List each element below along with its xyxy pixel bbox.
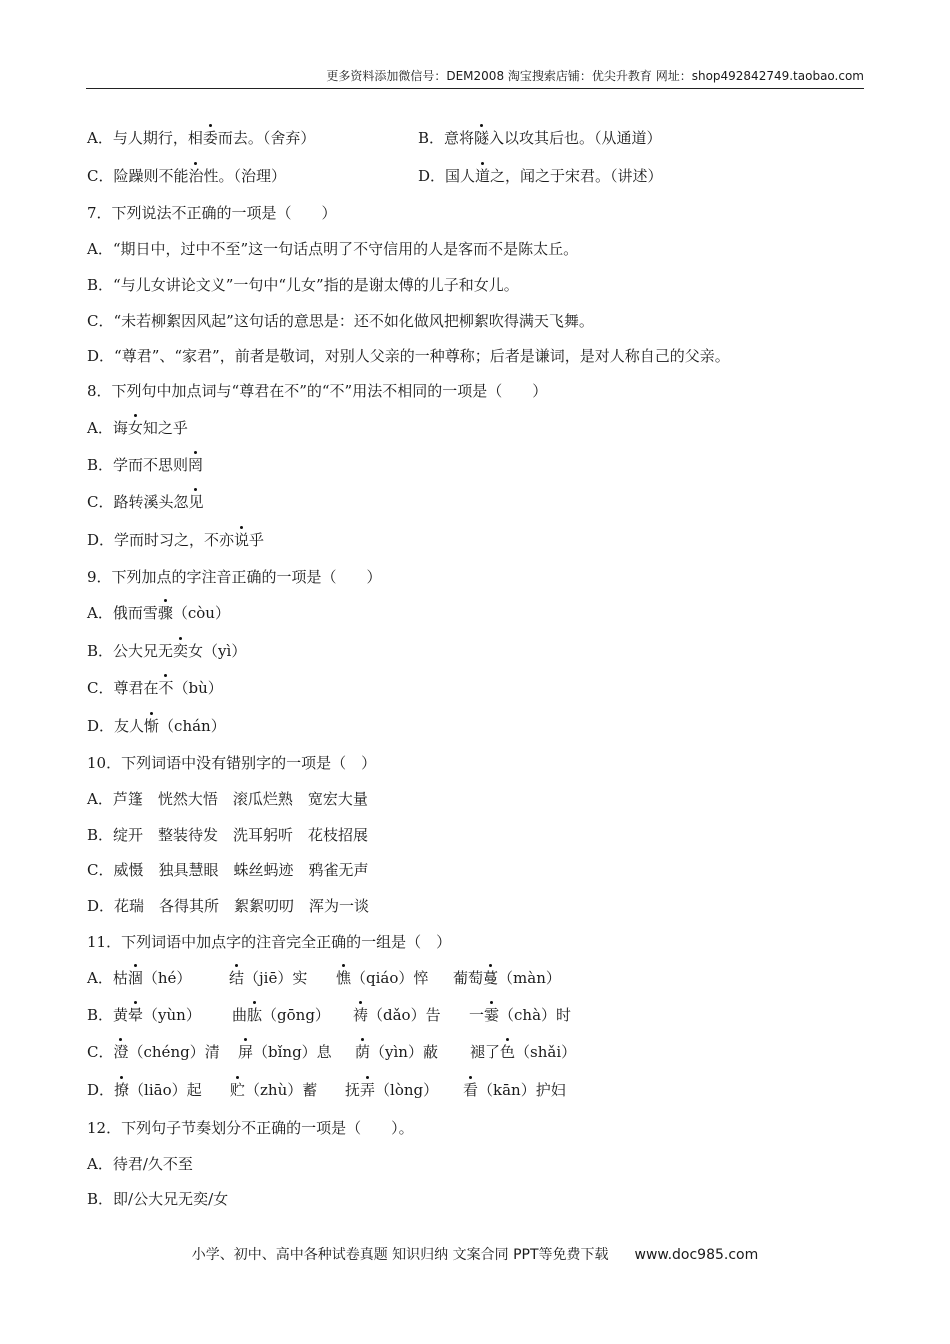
q11-d-item: 看（kān）护妇 (463, 1081, 566, 1099)
q10-option-a: A．芦篷 恍然大悟 滚瓜烂熟 宽宏大量 (87, 790, 368, 808)
footer-left: 小学、初中、高中各种试卷真题 知识归纳 文案合同 PPT等免费下载 (191, 1247, 609, 1263)
q9-option-b: B．公大兄无奕女（yì） (87, 642, 247, 660)
dotted-char: 霎 (484, 1006, 500, 1024)
q11-a-item: 结（jiē）实 (229, 969, 308, 987)
footer-url: www.doc985.com (634, 1247, 759, 1263)
dotted-char: 治 (188, 167, 204, 185)
q11-c-item: C．澄（chéng）清 (87, 1043, 220, 1061)
q8-option-d: D．学而时习之，不亦说乎 (87, 531, 265, 549)
q7-option-b: B．“与儿女讲论文义”一句中“儿女”指的是谢太傅的儿子和女儿。 (87, 276, 519, 294)
q12-stem: 12．下列句子节奏划分不正确的一项是（ ）。 (87, 1119, 414, 1137)
dotted-char: 荫 (355, 1043, 371, 1061)
q9-option-d: D．友人惭（chán） (87, 717, 226, 735)
dotted-char: 弄 (360, 1081, 376, 1099)
q8-option-a: A．诲女知之乎 (87, 419, 188, 437)
q7-option-c: C．“未若柳絮因风起”这句话的意思是：还不如化做风把柳絮吹得满天飞舞。 (87, 312, 594, 330)
q9-option-c: C．尊君在不（bù） (87, 679, 223, 697)
dotted-char: 涸 (127, 969, 143, 987)
dotted-char: 隧 (474, 129, 490, 147)
q11-a-item: 葡萄蔓（màn） (453, 969, 561, 987)
q11-c-item: 荫（yìn）蔽 (355, 1043, 438, 1061)
dotted-char: 女 (127, 419, 143, 437)
page-header (86, 66, 864, 89)
dotted-char: 奕 (173, 642, 189, 660)
dotted-char: 道 (475, 167, 491, 185)
q11-a-item: A．枯涸（hé） (87, 969, 192, 987)
q11-b-item: 曲肱（gōng） (232, 1006, 330, 1024)
q10-option-b: B．绽开 整装待发 洗耳躬听 花枝招展 (87, 826, 369, 844)
q6-option-c: C．险躁则不能治性。（治理） (87, 167, 287, 185)
q8-option-b: B．学而不思则罔 (87, 456, 204, 474)
dotted-char: 色 (500, 1043, 516, 1061)
page-footer (86, 1244, 864, 1264)
q11-b-item: 祷（dǎo）告 (353, 1006, 441, 1024)
q9-stem: 9．下列加点的字注音正确的一项是（ ） (87, 568, 382, 586)
q11-b-item: 一霎（chà）时 (469, 1006, 572, 1024)
q10-option-d: D．花瑞 各得其所 絮絮叨叨 浑为一谈 (87, 897, 370, 915)
dotted-char: 结 (229, 969, 245, 987)
dotted-char: 不 (158, 679, 174, 697)
dotted-char: 委 (202, 129, 218, 147)
q11-a-item: 憔（qiáo）悴 (336, 969, 429, 987)
q9-option-a: A．俄而雪骤（còu） (87, 604, 230, 622)
q11-d-item: 贮（zhù）蓄 (230, 1081, 318, 1099)
q11-b-item: B．黄晕（yùn） (87, 1006, 201, 1024)
q11-c-item: 褪了色（shǎi） (470, 1043, 577, 1061)
dotted-char: 晕 (128, 1006, 144, 1024)
q11-d-item: 抚弄（lòng） (345, 1081, 439, 1099)
dotted-char: 罔 (188, 456, 204, 474)
header-text: 更多资料添加微信号：DEM2008 淘宝搜索店铺：优尖升教育 网址：shop492842749.taobao.com (326, 69, 864, 83)
dotted-char: 惭 (144, 717, 160, 735)
dotted-char: 屏 (238, 1043, 254, 1061)
q7-option-a: A．“期日中，过中不至”这一句话点明了不守信用的人是客而不是陈太丘。 (87, 240, 579, 258)
q6-option-b: B．意将隧入以攻其后也。（从通道） (418, 129, 662, 147)
dotted-char: 骤 (157, 604, 173, 622)
q7-stem: 7．下列说法不正确的一项是（ ） (87, 204, 337, 222)
dotted-char: 看 (463, 1081, 479, 1099)
q10-option-c: C．威慑 独具慧眼 蛛丝蚂迹 鸦雀无声 (87, 861, 369, 879)
dotted-char: 说 (234, 531, 250, 549)
q7-option-d: D．“尊君”、“家君”，前者是敬词，对别人父亲的一种尊称；后者是谦词，是对人称自己的父亲。 (87, 347, 730, 365)
dotted-char: 撩 (114, 1081, 130, 1099)
dotted-char: 澄 (113, 1043, 129, 1061)
dotted-char: 肱 (247, 1006, 263, 1024)
dotted-char: 蔓 (483, 969, 499, 987)
dotted-char: 憔 (336, 969, 352, 987)
dotted-char: 贮 (230, 1081, 246, 1099)
q6-option-a: A．与人期行，相委而去。（舍弃） (87, 129, 316, 147)
q11-d-item: D．撩（liāo）起 (87, 1081, 202, 1099)
q11-stem: 11．下列词语中加点字的注音完全正确的一组是（ ） (87, 933, 452, 951)
q8-stem: 8．下列句中加点词与“尊君在不”的“不”用法不相同的一项是（ ） (87, 382, 548, 400)
q8-option-c: C．路转溪头忽见 (87, 493, 204, 511)
q6-option-d: D．国人道之，闻之于宋君。（讲述） (418, 167, 663, 185)
q12-option-a: A．待君/久不至 (87, 1155, 193, 1173)
q11-c-item: 屏（bǐng）息 (238, 1043, 332, 1061)
q10-stem: 10．下列词语中没有错别字的一项是（ ） (87, 754, 377, 772)
dotted-char: 见 (188, 493, 204, 511)
q12-option-b: B．即/公大兄无奕/女 (87, 1190, 229, 1208)
dotted-char: 祷 (353, 1006, 369, 1024)
